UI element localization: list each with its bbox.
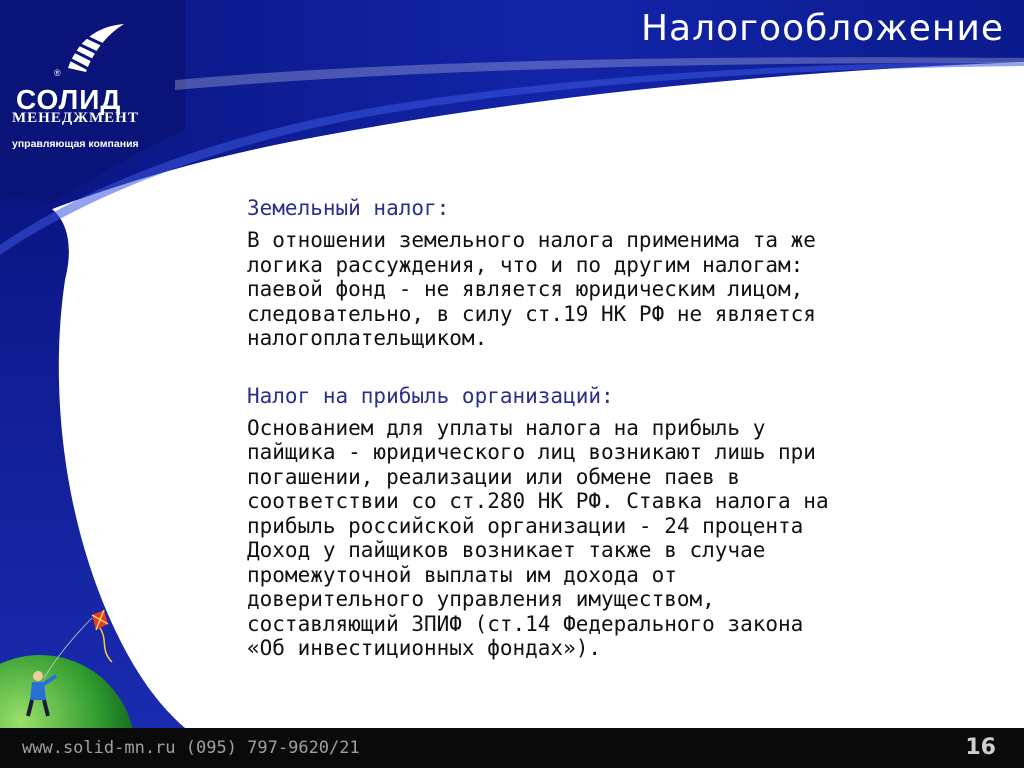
footer-contact: www.solid-mn.ru (095) 797-9620/21 xyxy=(22,738,360,758)
globe-kite-illustration xyxy=(0,600,190,728)
logo-tagline: управляющая компания xyxy=(12,138,139,150)
section-heading-land-tax: Земельный налог: xyxy=(247,196,450,220)
logo-emblem-icon xyxy=(58,20,128,75)
footer-bar xyxy=(0,728,1024,768)
slide-title: Налогообложение xyxy=(640,8,1004,49)
logo-name: СОЛИД xyxy=(16,84,122,115)
section-heading-profit-tax: Налог на прибыль организаций: xyxy=(247,383,614,408)
registered-mark: ® xyxy=(54,68,61,78)
page-number: 16 xyxy=(965,735,996,760)
company-logo xyxy=(10,10,175,150)
globe-icon xyxy=(0,655,135,728)
logo-subtitle: МЕНЕДЖМЕНТ xyxy=(12,110,139,126)
section-text-profit-tax: Основанием для уплаты налога на прибыль у пайщика - юридического лиц возникают лишь при погашении, реализации или обмене паев в соответствии со ст.280 НК РФ. Ставка налога на прибыль российской организации - 24 процента Доход у пайщиков возникает также в случае промежуточной выплаты им дохода от доверительного управления имуществом, составляющий ЗПИФ (ст.14 Федерального закона «Об инвестиционных фондах»). xyxy=(247,415,829,660)
section-text-land-tax: В отношении земельного налога применима та же логика рассуждения, что и по другим налогам: паевой фонд - не является юридическим лицом, следовательно, в силу ст.19 НК РФ не является налогоплательщиком. xyxy=(247,228,816,350)
slide-content xyxy=(247,196,977,661)
